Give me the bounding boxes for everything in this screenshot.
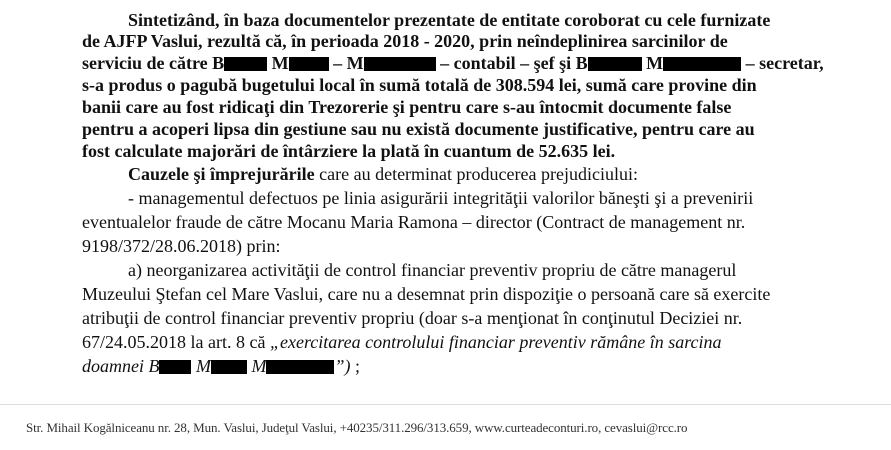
text-segment: care au determinat producerea prejudiciului: xyxy=(314,164,638,184)
paragraph-1-line-2: de AJFP Vaslui, rezultă că, în perioada 2018 - 2020, prin neîndeplinirea sarcinilor de xyxy=(82,31,728,51)
text-segment: M xyxy=(246,356,267,376)
redaction-block xyxy=(588,57,642,71)
paragraph-1-line-3 xyxy=(82,53,824,73)
redaction-block xyxy=(266,360,334,374)
paragraph-1-line-7: fost calculate majorări de întârziere la plată în cuantum de 52.635 lei. xyxy=(82,141,616,161)
paragraph-4-line-1: a) neorganizarea activităţii de control financiar preventiv propriu de către managerul xyxy=(128,260,737,280)
paragraph-1-line-5: banii care au fost ridicaţi din Trezorerie şi pentru care s-au întocmit documente false xyxy=(82,97,732,117)
text-segment: ”) xyxy=(334,356,351,376)
text-segment: serviciu de către B xyxy=(82,53,225,73)
footer-address: Str. Mihail Kogălniceanu nr. 28, Mun. Vaslui, Judeţul Vaslui, +40235/311.296/313.659, www.curteadeconturi.ro, cevaslui@rcc.ro xyxy=(26,420,688,435)
paragraph-3-line-1: - managementul defectuos pe linia asigurării integrităţii valorilor băneşti şi a prevenirii xyxy=(128,188,754,208)
paragraph-4-line-5 xyxy=(82,356,360,376)
causes-heading: Cauzele şi împrejurările xyxy=(128,164,315,184)
text-segment: doamnei B xyxy=(82,356,160,376)
paragraph-1-line-1: Sintetizând, în baza documentelor prezentate de entitate coroborat cu cele furnizate xyxy=(128,10,771,30)
text-segment: ; xyxy=(350,356,361,376)
paragraph-1-line-4: s-a produs o pagubă bugetului local în sumă totală de 308.594 lei, sumă care provine din xyxy=(82,75,757,95)
text-segment: M xyxy=(267,53,289,73)
redaction-block xyxy=(289,57,329,71)
redaction-block xyxy=(159,360,191,374)
paragraph-2-line xyxy=(128,164,638,184)
quote-segment: „exercitarea controlului financiar preventiv rămâne în sarcina xyxy=(269,332,722,352)
redaction-block xyxy=(364,57,436,71)
paragraph-4-line-3: atribuţii de control financiar preventiv propriu (doar s-a menţionat în conţinutul Deciziei nr. xyxy=(82,308,743,328)
paragraph-4-line-4 xyxy=(82,332,722,352)
text-segment: – contabil – şef şi B xyxy=(435,53,588,73)
paragraph-4-line-2: Muzeului Ştefan cel Mare Vaslui, care nu a desemnat prin dispoziţie o persoană care să exercite xyxy=(82,284,771,304)
footer-divider xyxy=(0,404,891,405)
redaction-block xyxy=(663,57,741,71)
paragraph-3-line-3: 9198/372/28.06.2018) prin: xyxy=(82,236,281,256)
text-segment: – M xyxy=(328,53,364,73)
text-segment: M xyxy=(641,53,664,73)
paragraph-3-line-2: eventualelor fraude de către Mocanu Maria Ramona – director (Contract de management nr. xyxy=(82,212,746,232)
text-segment: – secretar, xyxy=(741,53,824,73)
text-segment: 67/24.05.2018 la art. 8 că xyxy=(82,332,270,352)
text-segment: M xyxy=(191,356,211,376)
redaction-block xyxy=(224,57,267,71)
paragraph-1-line-6: pentru a acoperi lipsa din gestiune sau nu există documente justificative, pentru care au xyxy=(82,119,755,139)
redaction-block xyxy=(211,360,247,374)
